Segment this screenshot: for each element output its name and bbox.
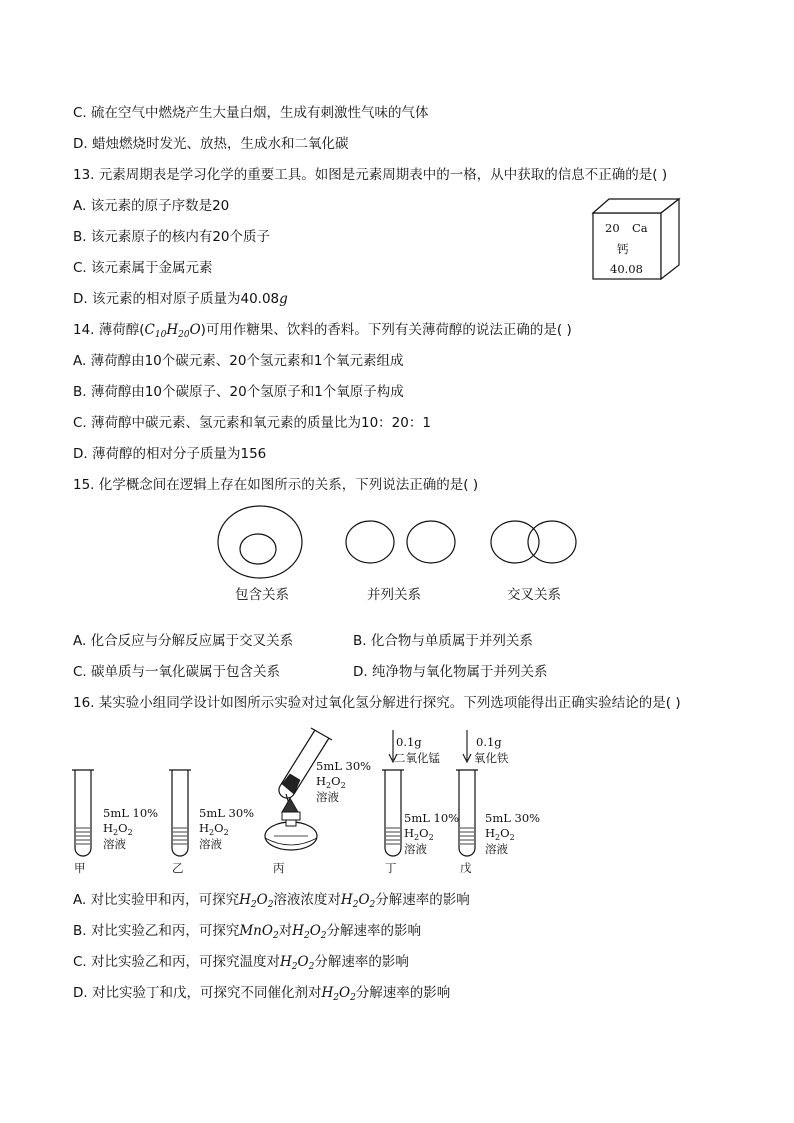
containment-outer-circle: [218, 506, 302, 578]
q13-option-a: A. 该元素的原子序数是20: [73, 198, 230, 214]
o-symbol: O: [500, 826, 510, 840]
q13-option-d-text: D. 该元素的相对原子质量为40.08: [73, 291, 280, 307]
ding-solution: 溶液: [404, 842, 427, 856]
jia-name: 甲: [74, 861, 86, 875]
q16c-pre: C. 对比实验乙和丙，可探究温度对: [73, 954, 281, 970]
tile-atomic-number: 20: [605, 221, 620, 235]
formula-c-sub: 10: [154, 330, 167, 340]
q13-option-d: [73, 290, 288, 308]
containment-inner-circle: [240, 534, 276, 564]
ding-volume: 5mL 10%: [404, 811, 460, 825]
q16c-post: 分解速率的影响: [314, 954, 409, 970]
q15-option-c: C. 碳单质与一氧化碳属于包含关系: [73, 664, 281, 680]
o-symbol: O: [419, 826, 429, 840]
bing-name: 丙: [273, 861, 285, 875]
label-containment: 包含关系: [235, 587, 289, 603]
test-tube-yi: [169, 770, 191, 856]
q13-option-d-unit: g: [279, 291, 288, 307]
q16a-h2o2-2: $H_2O_2$: [340, 892, 376, 910]
tile-name: 钙: [617, 242, 629, 256]
parallel-circle-left: [346, 521, 394, 563]
yi-volume: 5mL 30%: [199, 806, 255, 820]
q16b-mno2: MnO$_2$: [239, 923, 279, 941]
q14-formula: [145, 322, 201, 338]
q13-stem: 13. 元素周期表是学习化学的重要工具。如图是元素周期表中的一格，从中获取的信息不正确的是( ): [73, 167, 668, 183]
q16d-pre: D. 对比实验丁和戊，可探究不同催化剂对: [73, 985, 322, 1001]
formula-c: C: [144, 322, 155, 338]
wu-name: 戊: [460, 861, 472, 875]
q14-option-c: C. 薄荷醇中碳元素、氢元素和氧元素的质量比为10：20：1: [73, 415, 431, 431]
ding-reagent-name: 二氧化锰: [394, 751, 440, 765]
q15-option-a: A. 化合反应与分解反应属于交叉关系: [73, 633, 294, 649]
parallel-circle-right: [407, 521, 455, 563]
relation-diagram: [210, 500, 590, 580]
wu-volume: 5mL 30%: [485, 811, 541, 825]
q16a-mid: 溶液浓度对: [273, 892, 341, 908]
formula-h: H: [166, 322, 179, 338]
ding-formula: $H_2O_2$: [404, 826, 434, 842]
q15-stem: 15. 化学概念间在逻辑上存在如图所示的关系，下列说法正确的是( ): [73, 477, 479, 493]
q16-option-d: [73, 984, 450, 1007]
h-symbol: H: [316, 774, 327, 788]
o-symbol: O: [331, 774, 341, 788]
yi-name: 乙: [172, 861, 184, 875]
bing-volume: 5mL 30%: [316, 759, 372, 773]
tile-symbol: Ca: [632, 221, 648, 235]
q16b-pre: B. 对比实验乙和丙，可探究: [73, 923, 240, 939]
q14-option-b: B. 薄荷醇由10个碳原子、20个氢原子和1个氧原子构成: [73, 384, 404, 400]
q16-option-a: [73, 891, 470, 914]
wu-reagent-mass: 0.1g: [476, 735, 502, 749]
yi-solution: 溶液: [199, 837, 222, 851]
q16b-h2o2: $H_2O_2$: [292, 923, 327, 941]
q14-stem-suffix: )可用作糖果、饮料的香料。下列有关薄荷醇的说法正确的是( ): [200, 322, 572, 338]
intersect-circle-left: [491, 521, 539, 563]
formula-o: O: [189, 322, 201, 338]
label-intersect: 交叉关系: [507, 587, 561, 603]
q16-option-c: [73, 953, 409, 976]
q14-option-a: A. 薄荷醇由10个碳元素、20个氢元素和1个氧元素组成: [73, 353, 404, 369]
q15-option-d: D. 纯净物与氧化物属于并列关系: [353, 664, 548, 680]
tile-atomic-mass: 40.08: [610, 262, 643, 276]
wu-reagent-name: 氧化铁: [474, 751, 509, 765]
wu-formula: $H_2O_2$: [485, 826, 515, 842]
q16c-h2o2: $H_2O_2$: [280, 954, 315, 972]
q16a-post: 分解速率的影响: [375, 892, 470, 908]
q16-option-b: [73, 922, 421, 945]
intersect-circle-right: [528, 521, 576, 563]
q12-option-c: C. 硫在空气中燃烧产生大量白烟，生成有刺激性气味的气体: [73, 105, 429, 121]
q16d-post: 分解速率的影响: [355, 985, 451, 1001]
jia-volume: 5mL 10%: [103, 806, 159, 820]
formula-h-sub: 20: [178, 330, 190, 340]
q16d-h2o2: $H_2O_2$: [321, 985, 356, 1003]
label-parallel: 并列关系: [367, 587, 421, 603]
wu-solution: 溶液: [485, 842, 508, 856]
jia-formula: $H_2O_2$: [103, 821, 133, 837]
h-symbol: H: [199, 821, 210, 835]
q16b-post: 分解速率的影响: [326, 923, 421, 939]
bing-solution: 溶液: [316, 790, 339, 804]
test-tube-jia: [72, 770, 94, 856]
yi-formula: $H_2O_2$: [199, 821, 229, 837]
q15-option-b: B. 化合物与单质属于并列关系: [353, 633, 533, 649]
h-symbol: H: [485, 826, 496, 840]
q14-stem-prefix: 14. 薄荷醇(: [73, 322, 145, 338]
q12-option-d: D. 蜡烛燃烧时发光、放热，生成水和二氧化碳: [73, 136, 349, 152]
h-symbol: H: [103, 821, 114, 835]
q16b-mid: 对: [278, 923, 293, 939]
ding-name: 丁: [385, 861, 397, 875]
ding-reagent-mass: 0.1g: [396, 735, 422, 749]
q16-stem: 16. 某实验小组同学设计如图所示实验对过氧化氢分解进行探究。下列选项能得出正确实验结论的是( ): [73, 695, 681, 711]
h-symbol: H: [404, 826, 415, 840]
q16a-h2o2-1: $H_2O_2$: [239, 892, 274, 910]
q14-stem: [73, 321, 572, 344]
jia-solution: 溶液: [103, 837, 126, 851]
test-tube-wu: [456, 730, 478, 856]
bing-formula: $H_2O_2$: [316, 774, 346, 790]
q13-option-b: B. 该元素原子的核内有20个质子: [73, 229, 271, 245]
o-symbol: O: [214, 821, 224, 835]
q13-option-c: C. 该元素属于金属元素: [73, 260, 213, 276]
q16a-pre: A. 对比实验甲和丙，可探究: [73, 892, 240, 908]
o-symbol: O: [118, 821, 128, 835]
q14-option-d: D. 薄荷醇的相对分子质量为156: [73, 446, 267, 462]
